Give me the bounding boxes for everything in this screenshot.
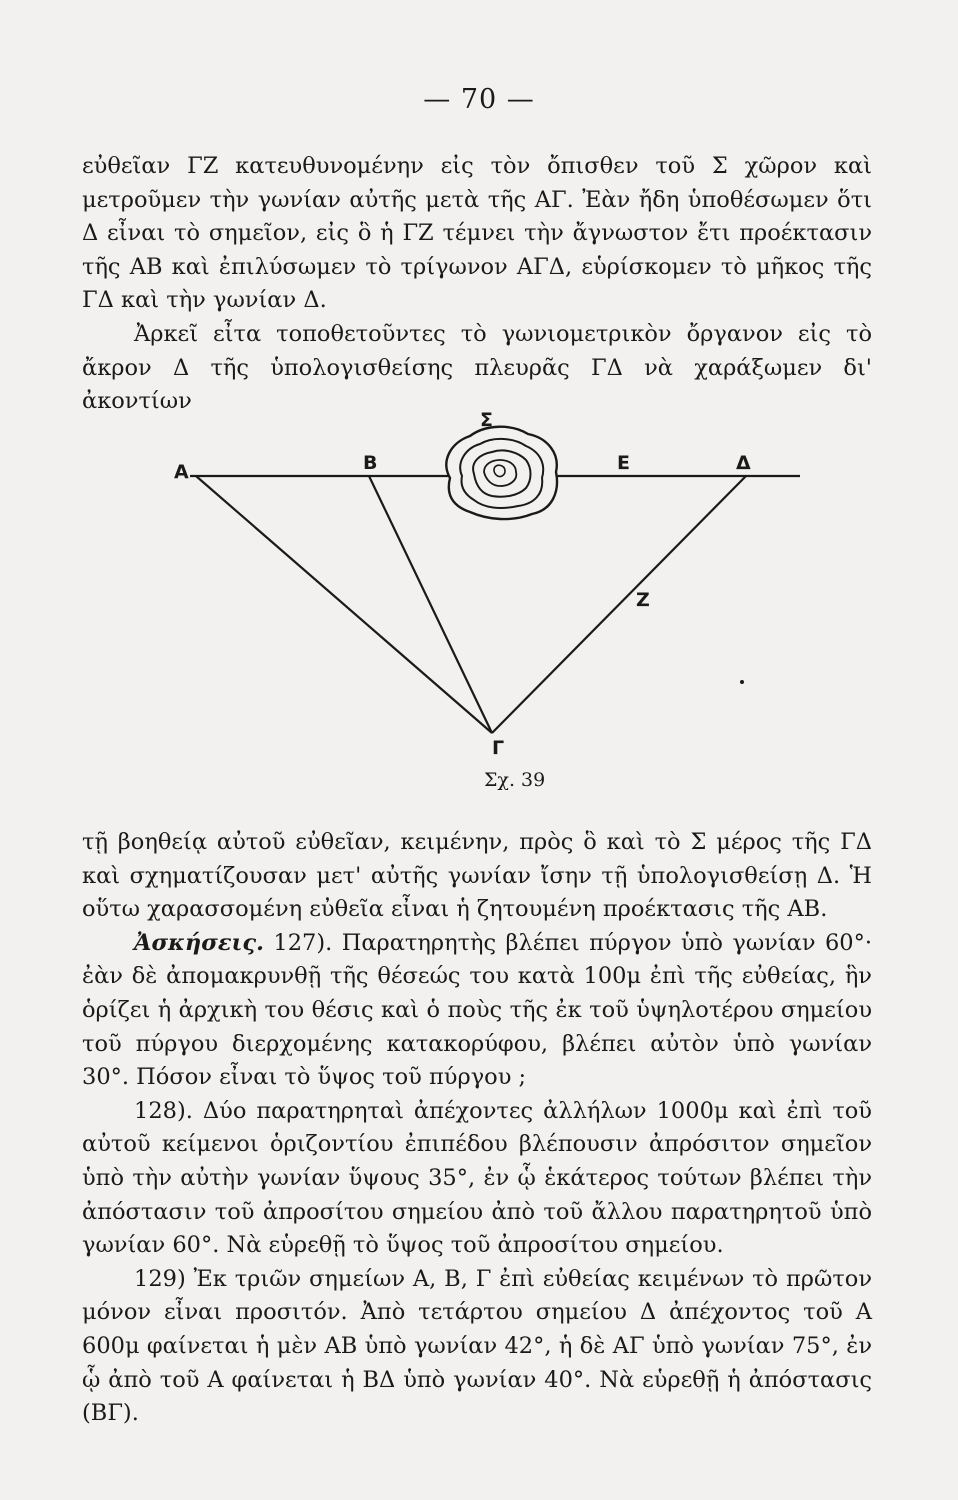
- page-number: — 70 —: [423, 84, 535, 115]
- paragraph: Ἀρκεῖ εἶτα τοποθετοῦντες τὸ γωνιομετρικὸν ὄργανον εἰς τὸ ἄκρον Δ τῆς ὑπολογισθείσης πλευρᾶς ΓΔ νὰ χαράξωμεν δι' ἀκοντίων: [82, 320, 872, 415]
- exercises-heading: Ἀσκήσεις.: [134, 929, 264, 956]
- obstacle-s: [446, 427, 557, 519]
- figure-39: [0, 400, 958, 810]
- label-a: Α: [174, 461, 189, 483]
- figure-caption: Σχ. 39: [484, 769, 546, 791]
- label-z: Ζ: [636, 589, 650, 611]
- exercise-127-text: 127). Παρατηρητὴς βλέπει πύργον ὑπὸ γωνίαν 60°· ἐὰν δὲ ἀπομακρυνθῇ τῆς θέσεώς του κατὰ 100μ ἐπὶ τῆς εὐθείας, ἣν ὁρίζει ἡ ἀρχικὴ του θέσις καὶ ὁ ποὺς τῆς ἐκ τοῦ ὑψηλοτέρου σημείου τοῦ πύργου διερχομένης κατακορύφου, βλέπει αὐτὸν ὑπὸ γωνίαν 30°. Πόσον εἶναι τὸ ὕψος τοῦ πύργου ;: [82, 929, 872, 1091]
- label-d: Δ: [736, 452, 751, 474]
- text-block-bottom: [82, 826, 872, 1431]
- stray-dot: [740, 680, 744, 684]
- label-g: Γ: [492, 737, 505, 759]
- text-block-top: [82, 150, 872, 419]
- label-s: Σ: [480, 409, 493, 431]
- paragraph: εὐθεῖαν ΓΖ κατευθυνομένην εἰς τὸν ὄπισθεν τοῦ Σ χῶρον καὶ μετροῦμεν τὴν γωνίαν αὐτῆς μετὰ τῆς ΑΓ. Ἐὰν ἤδη ὑποθέσωμεν ὅτι Δ εἶναι τὸ σημεῖον, εἰς ὃ ἡ ΓΖ τέμνει τὴν ἄγνωστον ἔτι προέκτασιν τῆς ΑΒ καὶ ἐπιλύσωμεν τὸ τρίγωνον ΑΓΔ, εὑρίσκομεν τὸ μῆκος τῆς ΓΔ καὶ τὴν γωνίαν Δ.: [82, 153, 872, 314]
- exercise-128: 128). Δύο παρατηρηταὶ ἀπέχοντες ἀλλήλων 1000μ καὶ ἐπὶ τοῦ αὐτοῦ κείμενοι ὁριζοντίου ἐπιπέδου βλέπουσιν ἀπρόσιτον σημεῖον ὑπὸ τὴν αὐτὴν γωνίαν ὕψους 35°, ἐν ᾧ ἑκάτερος τούτων βλέπει τὴν ἀπόστασιν τοῦ ἀπροσίτου σημείου ἀπὸ τοῦ ἄλλου παρατηρητοῦ ὑπὸ γωνίαν 60°. Νὰ εὑρεθῇ τὸ ὕψος τοῦ ἀπροσίτου σημείου.: [82, 1097, 872, 1259]
- exercise-129: 129) Ἐκ τριῶν σημείων Α, Β, Γ ἐπὶ εὐθείας κειμένων τὸ πρῶτον μόνον εἶναι προσιτόν. Ἀπὸ τετάρτου σημείου Δ ἀπέχοντος τοῦ Α 600μ φαίνεται ἡ μὲν ΑΒ ὑπὸ γωνίαν 42°, ἡ δὲ ΑΓ ὑπὸ γωνίαν 75°, ἐν ᾧ ἀπὸ τοῦ Α φαίνεται ἡ ΒΔ ὑπὸ γωνίαν 40°. Νὰ εὑρεθῇ ἡ ἀπόστασις (ΒΓ).: [82, 1265, 872, 1427]
- label-b: Β: [363, 452, 378, 474]
- label-e: Ε: [617, 452, 630, 474]
- paragraph: τῇ βοηθείᾳ αὐτοῦ εὐθεῖαν, κειμένην, πρὸς ὃ καὶ τὸ Σ μέρος τῆς ΓΔ καὶ σχηματίζουσαν μετ' αὐτῆς γωνίαν ἴσην τῇ ὑπολογισθείσῃ Δ. Ἡ οὕτω χαρασσομένη εὐθεῖα εἶναι ἡ ζητουμένη προέκτασις τῆς ΑΒ.: [82, 829, 872, 923]
- exercise-127: [82, 927, 872, 1095]
- line-ag: [196, 476, 492, 733]
